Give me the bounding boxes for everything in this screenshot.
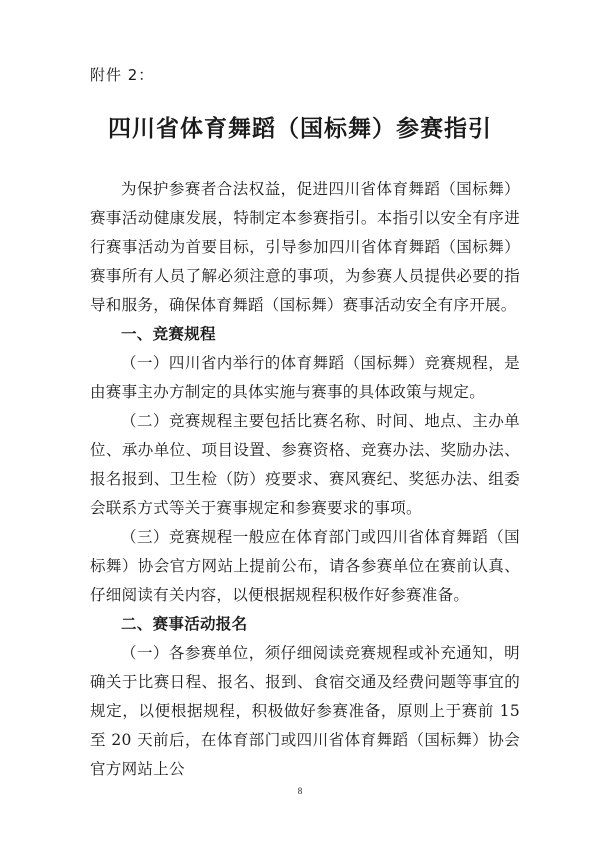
paragraph: （一）各参赛单位，须仔细阅读竞赛规程或补充通知，明确关于比赛日程、报名、报到、食宿交通及经费问题等事宜的规定，以便根据规程，积极做好参赛准备，原则上于赛前 15 至 20 天前后，在体育部门或四川省体育舞蹈（国标舞）协会官方网站上公	[90, 644, 520, 778]
section-heading-registration: 二、赛事活动报名	[121, 615, 248, 633]
attachment-label: 附件 2：	[90, 66, 155, 84]
paragraph: （一）四川省内举行的体育舞蹈（国标舞）竞赛规程，是由赛事主办方制定的具体实施与赛事的具体政策与规定。	[90, 354, 520, 401]
document-body	[90, 175, 520, 784]
page-number: 8	[297, 786, 303, 796]
page-title: 四川省体育舞蹈（国标舞）参赛指引	[108, 116, 492, 142]
paragraph: （三）竞赛规程一般应在体育部门或四川省体育舞蹈（国标舞）协会官方网站上提前公布，请各参赛单位在赛前认真、仔细阅读有关内容，以便根据规程积极作好参赛准备。	[90, 528, 520, 604]
paragraph: （二）竞赛规程主要包括比赛名称、时间、地点、主办单位、承办单位、项目设置、参赛资格、竞赛办法、奖励办法、报名报到、卫生检（防）疫要求、赛风赛纪、奖惩办法、组委会联系方式等关于赛事规定和参赛要求的事项。	[90, 412, 520, 517]
intro-paragraph: 为保护参赛者合法权益，促进四川省体育舞蹈（国标舞）赛事活动健康发展，特制定本参赛指引。本指引以安全有序进行赛事活动为首要目标，引导参加四川省体育舞蹈（国标舞）赛事所有人员了解必须注意的事项，为参赛人员提供必要的指导和服务，确保体育舞蹈（国标舞）赛事活动安全有序开展。	[90, 180, 520, 314]
section-heading-rules: 一、竞赛规程	[121, 325, 216, 343]
